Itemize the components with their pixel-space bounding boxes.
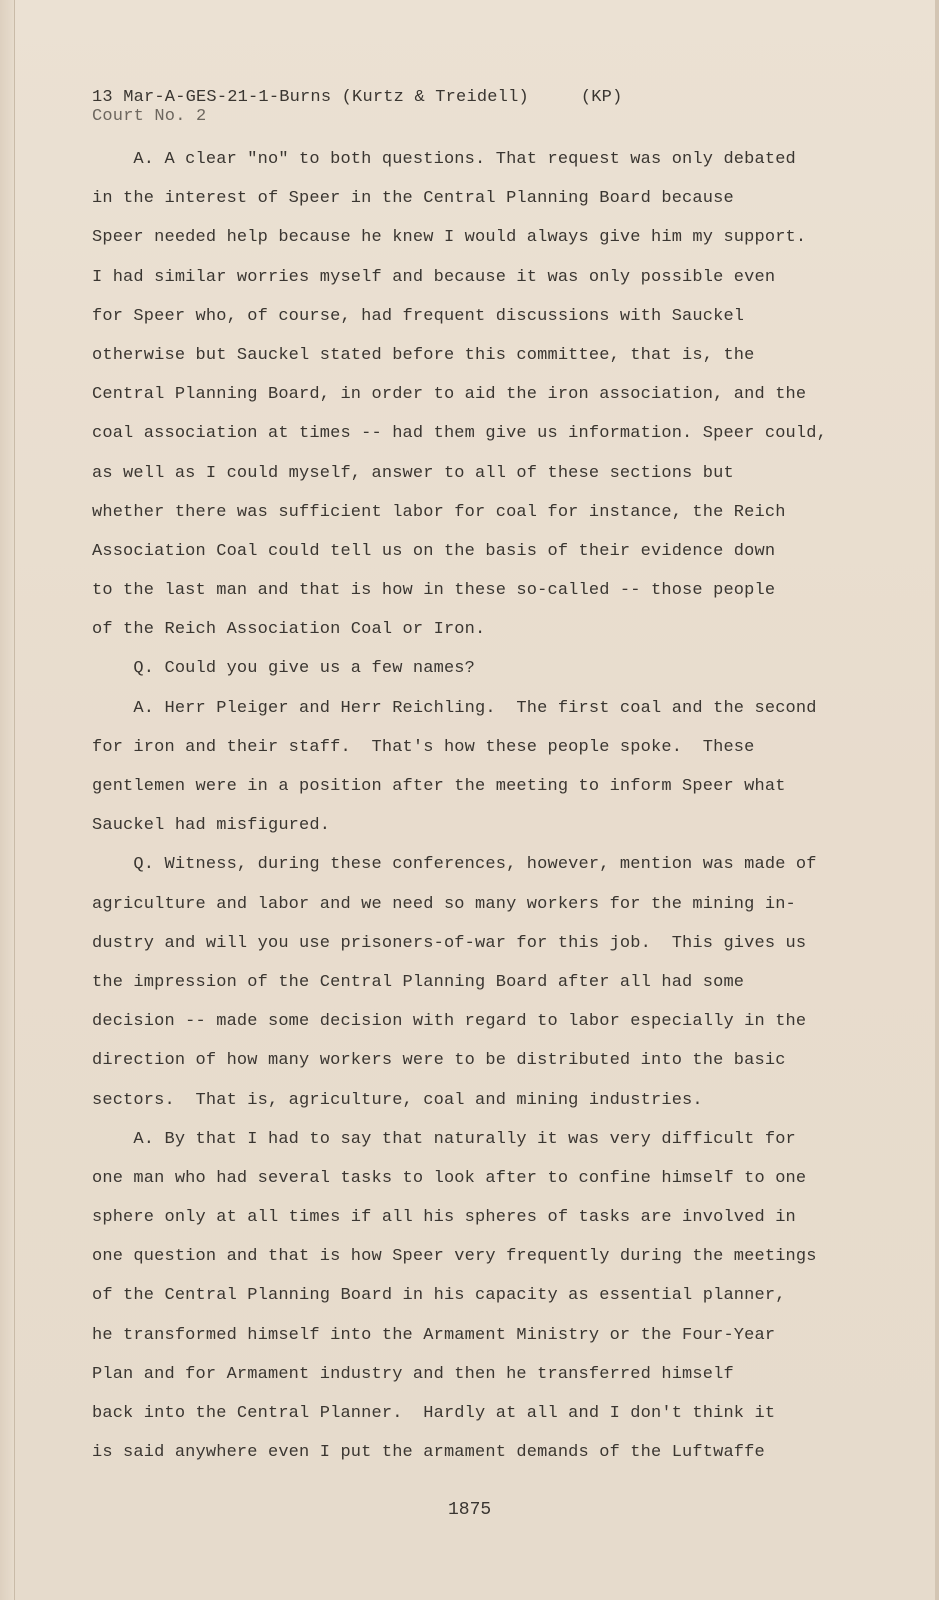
transcript-line: he transformed himself into the Armament Ministry or the Four-Year [92,1325,776,1345]
page-right-edge [935,0,939,1600]
transcript-line: dustry and will you use prisoners-of-war for this job. This gives us [92,933,807,953]
transcript-line: Sauckel had misfigured. [92,816,331,836]
transcript-line: sectors. That is, agriculture, coal and mining industries. [92,1090,703,1110]
transcript-line: one man who had several tasks to look after to confine himself to one [92,1168,807,1188]
page-number: 1875 [448,1500,492,1520]
transcript-line: whether there was sufficient labor for coal for instance, the Reich [92,502,786,522]
header-court-line: Court No. 2 [92,107,207,126]
transcript-line: Q. Witness, during these conferences, however, mention was made of [92,855,817,875]
transcript-line: sphere only at all times if all his spheres of tasks are involved in [92,1208,796,1228]
transcript-body [92,148,922,1480]
transcript-line: the impression of the Central Planning Board after all had some [92,972,745,992]
transcript-line: to the last man and that is how in these so-called -- those people [92,581,776,601]
transcript-line: I had similar worries myself and because it was only possible even [92,267,776,287]
transcript-line: agriculture and labor and we need so many workers for the mining in- [92,894,796,914]
transcript-line: Central Planning Board, in order to aid the iron association, and the [92,385,807,405]
transcript-line: A. Herr Pleiger and Herr Reichling. The first coal and the second [92,698,817,718]
transcript-line: A. By that I had to say that naturally it was very difficult for [92,1129,796,1149]
transcript-line: otherwise but Sauckel stated before this committee, that is, the [92,345,755,365]
transcript-line: Association Coal could tell us on the basis of their evidence down [92,541,776,561]
transcript-line: back into the Central Planner. Hardly at all and I don't think it [92,1404,776,1423]
transcript-line: coal association at times -- had them give us information. Speer could, [92,424,827,444]
transcript-line: of the Central Planning Board in his capacity as essential planner, [92,1286,786,1306]
transcript-line: as well as I could myself, answer to all of these sections but [92,463,734,483]
transcript-line: Speer needed help because he knew I would always give him my support. [92,228,807,248]
transcript-line: for iron and their staff. That's how these people spoke. These [92,737,755,757]
transcript-line: A. A clear "no" to both questions. That request was only debated [92,150,796,169]
transcript-line: decision -- made some decision with regard to labor especially in the [92,1012,807,1032]
transcript-line: one question and that is how Speer very frequently during the meetings [92,1247,817,1267]
transcript-line: Plan and for Armament industry and then he transferred himself [92,1364,734,1384]
transcript-line: in the interest of Speer in the Central Planning Board because [92,189,734,209]
transcript-line: gentlemen were in a position after the meeting to inform Speer what [92,777,786,796]
transcript-line: direction of how many workers were to be distributed into the basic [92,1051,786,1071]
page-left-edge [0,0,15,1600]
document-header [92,88,623,126]
transcript-line: for Speer who, of course, had frequent discussions with Sauckel [92,306,745,326]
transcript-line: of the Reich Association Coal or Iron. [92,620,486,640]
transcript-line: Q. Could you give us a few names? [92,659,476,679]
header-case-line: 13 Mar-A-GES-21-1-Burns (Kurtz & Treidell) (KP) [92,88,623,107]
transcript-line: is said anywhere even I put the armament demands of the Luftwaffe [92,1443,765,1463]
